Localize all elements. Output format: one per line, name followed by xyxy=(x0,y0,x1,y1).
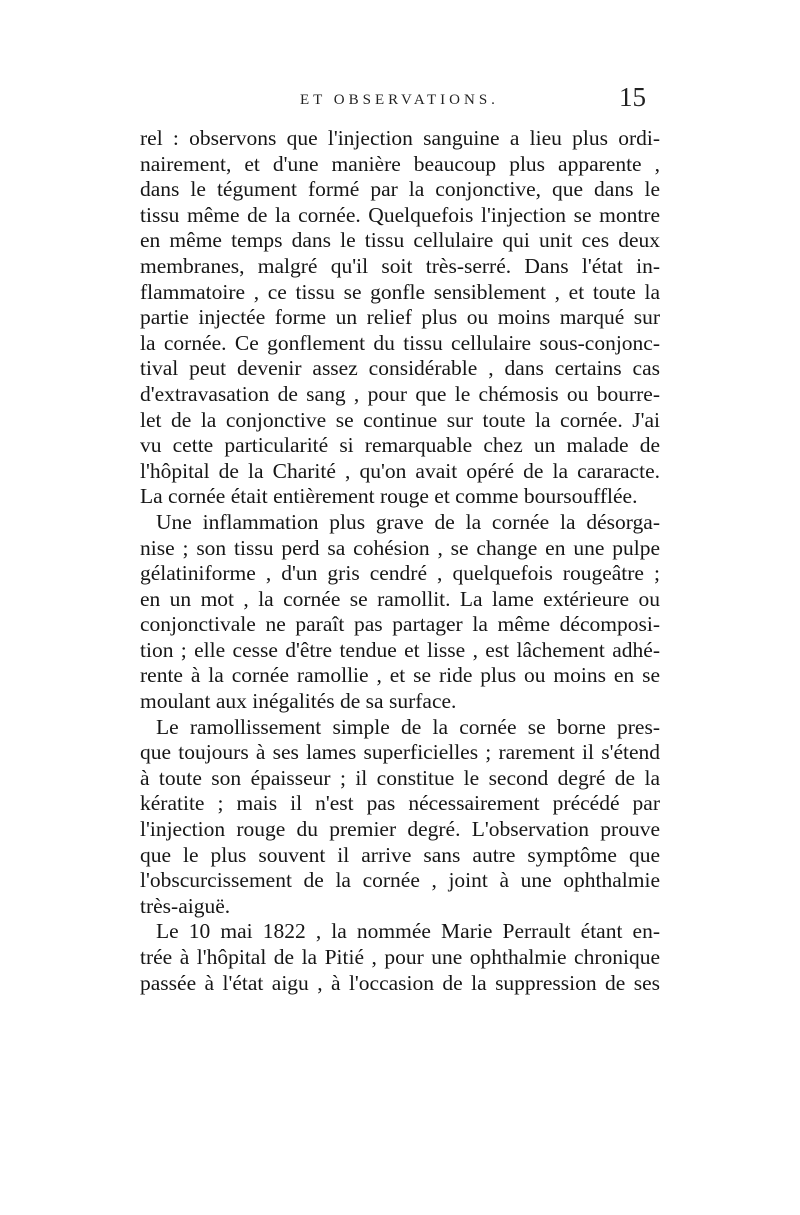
body-text xyxy=(140,126,660,996)
text-line: l'hôpital de la Charité , qu'on avait opéré de la cararacte. xyxy=(140,458,660,483)
text-line: l'injection rouge du premier degré. L'observation prouve xyxy=(140,817,660,842)
text-line: La cornée était entièrement rouge et comme boursoufflée. xyxy=(140,484,638,509)
text-line: tion ; elle cesse d'être tendue et lisse , est lâchement adhé- xyxy=(140,637,660,662)
text-line: let de la conjonctive se continue sur toute la cornée. J'ai xyxy=(140,407,660,432)
text-line: kératite ; mais il n'est pas nécessairement précédé par xyxy=(140,791,660,816)
text-line: en même temps dans le tissu cellulaire qui unit ces deux xyxy=(140,228,660,253)
text-line: à toute son épaisseur ; il constitue le second degré de la xyxy=(140,765,660,790)
text-line: vu cette particularité si remarquable chez un malade de xyxy=(140,433,660,458)
running-head: ET OBSERVATIONS. xyxy=(300,92,499,108)
text-line: Une inflammation plus grave de la cornée la désorga- xyxy=(156,509,660,534)
page-number: 15 xyxy=(619,82,646,112)
text-line: en un mot , la cornée se ramollit. La lame extérieure ou xyxy=(140,586,660,611)
text-line: tival peut devenir assez considérable , dans certains cas xyxy=(140,356,660,381)
text-line: dans le tégument formé par la conjonctive, que dans le xyxy=(140,177,660,202)
text-line: la cornée. Ce gonflement du tissu cellulaire sous-conjonc- xyxy=(140,330,660,355)
text-line: rente à la cornée ramollie , et se ride plus ou moins en se xyxy=(140,663,660,688)
text-line: d'extravasation de sang , pour que le chémosis ou bourre- xyxy=(140,381,660,406)
text-line: gélatiniforme , d'un gris cendré , quelquefois rougeâtre ; xyxy=(140,561,660,586)
text-line: trée à l'hôpital de la Pitié , pour une ophthalmie chronique xyxy=(140,945,660,969)
text-line: tissu même de la cornée. Quelquefois l'injection se montre xyxy=(140,202,660,227)
text-line: que toujours à ses lames superficielles ; rarement il s'étend xyxy=(140,740,660,765)
text-line: flammatoire , ce tissu se gonfle sensiblement , et toute la xyxy=(140,279,660,304)
text-line: nise ; son tissu perd sa cohésion , se change en une pulpe xyxy=(140,535,660,560)
text-line: que le plus souvent il arrive sans autre symptôme que xyxy=(140,842,660,867)
text-line: très-aiguë. xyxy=(140,893,231,918)
text-line: moulant aux inégalités de sa surface. xyxy=(140,689,457,714)
text-line: passée à l'état aigu , à l'occasion de la suppression de ses xyxy=(140,970,660,995)
text-line: l'obscurcissement de la cornée , joint à une ophthalmie xyxy=(140,868,660,893)
text-line: conjonctivale ne paraît pas partager la même décomposi- xyxy=(140,612,660,637)
text-line: membranes, malgré qu'il soit très-serré. Dans l'état in- xyxy=(140,253,660,278)
text-line: rel : observons que l'injection sanguine a lieu plus ordi- xyxy=(140,126,660,150)
text-line: nairement, et d'une manière beaucoup plus apparente , xyxy=(140,151,660,176)
text-line: partie injectée forme un relief plus ou moins marqué sur xyxy=(140,305,660,330)
text-line: Le ramollissement simple de la cornée se borne pres- xyxy=(156,714,660,739)
text-line: Le 10 mai 1822 , la nommée Marie Perrault étant en- xyxy=(156,919,660,944)
